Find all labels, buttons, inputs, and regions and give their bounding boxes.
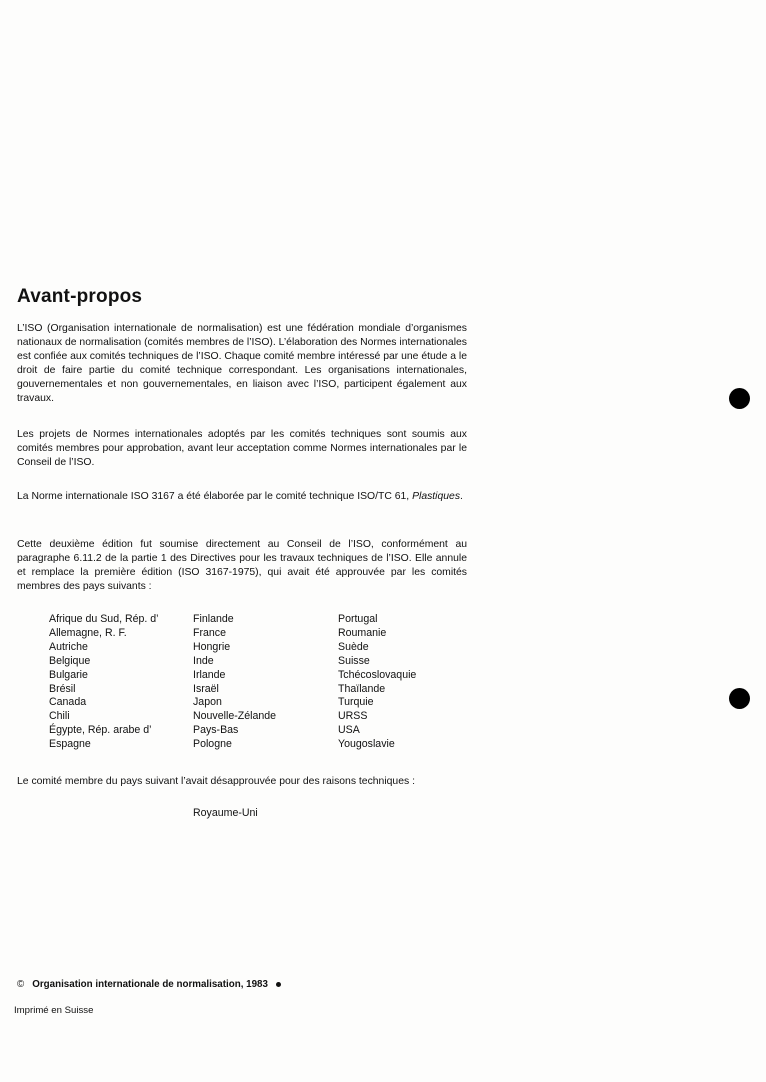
- approval-paragraph: Les projets de Normes internationales adoptés par les comités techniques sont soumis aux comités membres pour approbation, avant leur acceptation comme Normes internationales par le Conseil de l’ISO.: [17, 429, 467, 468]
- committee-paragraph: [17, 490, 467, 504]
- country-item: Inde: [193, 654, 214, 667]
- punch-hole-icon: [729, 688, 750, 709]
- country-item: Israël: [193, 682, 219, 695]
- country-item: Irlande: [193, 668, 226, 681]
- country-item: Nouvelle-Zélande: [193, 710, 277, 723]
- country-item: France: [193, 626, 226, 639]
- country-item: Suède: [338, 640, 369, 653]
- copyright-text: Organisation internationale de normalisation, 1983: [32, 979, 268, 990]
- punch-hole-icon: [729, 388, 750, 409]
- printed-in: Imprimé en Suisse: [14, 1005, 94, 1016]
- country-item: Tchécoslovaquie: [338, 668, 417, 681]
- country-item: Égypte, Rép. arabe d’: [49, 724, 152, 737]
- country-list-col2: [193, 613, 276, 752]
- country-item: Belgique: [49, 654, 91, 667]
- copyright-symbol: ©: [17, 979, 25, 990]
- country-item: Autriche: [49, 640, 88, 653]
- copyright-line: [17, 979, 281, 990]
- country-item: Finlande: [193, 613, 234, 625]
- country-item: Suisse: [338, 654, 370, 667]
- edition-paragraph: Cette deuxième édition fut soumise directement au Conseil de l’ISO, conformément au paragraphe 6.11.2 de la partie 1 des Directives pour les travaux techniques de l’ISO. Elle annule et remplace la première édition (ISO 3167-1975), qui avait été approuvée par les comités membres des pays suivants :: [17, 539, 467, 592]
- country-item: Thaïlande: [338, 682, 386, 695]
- country-list-col1: [49, 613, 159, 752]
- country-item: Japon: [193, 696, 222, 709]
- country-item: Canada: [49, 696, 87, 709]
- country-item: Portugal: [338, 613, 378, 625]
- committee-period: .: [460, 491, 463, 502]
- country-item: Roumanie: [338, 626, 387, 639]
- committee-text: La Norme internationale ISO 3167 a été élaborée par le comité technique ISO/TC 61,: [17, 491, 410, 502]
- bullet-dot-icon: [276, 982, 281, 987]
- country-item: Turquie: [338, 696, 374, 709]
- country-item: Yougoslavie: [338, 738, 395, 751]
- country-item: USA: [338, 724, 360, 737]
- country-item: Espagne: [49, 738, 91, 751]
- country-item: Chili: [49, 710, 70, 723]
- committee-subject: Plastiques: [412, 491, 461, 502]
- page-title: Avant-propos: [17, 286, 143, 307]
- country-item: URSS: [338, 710, 368, 723]
- dissenting-country: Royaume-Uni: [193, 807, 258, 819]
- country-item: Afrique du Sud, Rép. d’: [49, 613, 159, 625]
- country-item: Hongrie: [193, 640, 231, 653]
- country-item: Pays-Bas: [193, 724, 239, 737]
- country-list-col3: [338, 613, 416, 752]
- country-item: Bulgarie: [49, 668, 88, 681]
- disapproval-paragraph: Le comité membre du pays suivant l’avait désapprouvée pour des raisons techniques :: [17, 776, 415, 787]
- intro-paragraph: L’ISO (Organisation internationale de normalisation) est une fédération mondiale d’organismes nationaux de normalisation (comités membres de l’ISO). L’élaboration des Normes internationales est confiée aux comités techniques de l’ISO. Chaque comité membre intéressé par une étude a le droit de faire partie du comité technique correspondant. Les organisations internationales, gouvernementales et non gouvernementales, en liaison avec l’ISO, participent également aux travaux.: [17, 323, 467, 404]
- country-item: Pologne: [193, 738, 232, 751]
- country-item: Brésil: [49, 682, 76, 695]
- country-item: Allemagne, R. F.: [49, 626, 127, 639]
